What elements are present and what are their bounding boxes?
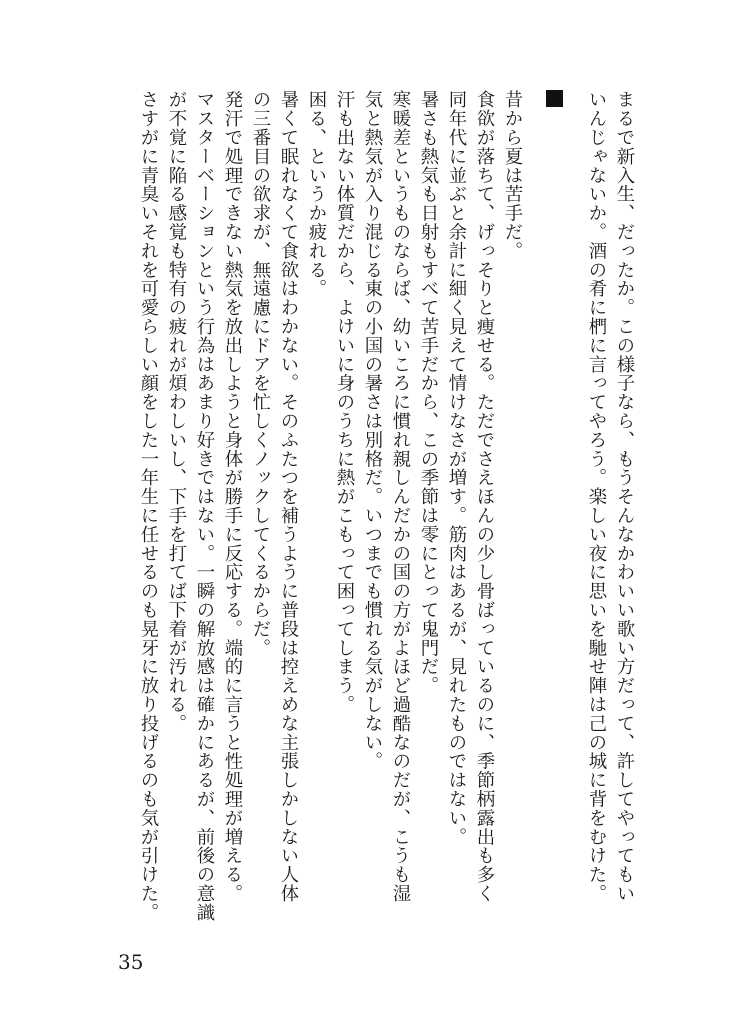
- text-line: さすがに青臭いそれを可愛らしい顔をした一年生に任せるのも晃牙に放り投げるのも気が引けた。: [138, 90, 159, 922]
- text-line: まるで新入生、だったか。この様子なら、もうそんなかわいい歌い方だって、許してやってもい: [614, 90, 635, 903]
- text-line: 困る、というか疲れる。: [306, 90, 327, 298]
- text-line: 発汗で処理できない熱気を放出しようと身体が勝手に反応する。端的に言うと性処理が増える。: [222, 90, 243, 903]
- text-line: が不覚に陥る感覚も特有の疲れが煩わしいし、下手を打てば下着が汚れる。: [166, 90, 187, 733]
- text-line: 気と熱気が入り混じる東の小国の暑さは別格だ。いつまでも慣れる気がしない。: [362, 90, 383, 771]
- text-line: の三番目の欲求が、無遠慮にドアを忙しくノックしてくるからだ。: [250, 90, 271, 657]
- text-line: マスターベーションという行為はあまり好きではない。一瞬の解放感は確かにあるが、前後の意識: [194, 90, 215, 922]
- section-break-square-icon: [546, 90, 563, 107]
- text-line: 昔から夏は苦手だ。: [502, 90, 523, 261]
- text-line: 同年代に並ぶと余計に細く見えて情けなさが増す。筋肉はあるが、見れたものではない。: [446, 90, 467, 846]
- text-line: いんじゃないか。酒の肴に椚に言ってやろう。楽しい夜に思いを馳せ陣は己の城に背をむけた。: [586, 90, 607, 903]
- text-line: 寒暖差というものならば、幼いころに慣れ親しんだかの国の方がよほど過酷なのだが、こうも湿: [390, 90, 411, 903]
- text-line: 暑くて眠れなくて食欲はわかない。そのふたつを補うように普段は控えめな主張しかしない人体: [278, 90, 299, 903]
- page-number: 35: [118, 950, 144, 974]
- vertical-text-body: [134, 90, 638, 930]
- section-break: [540, 90, 568, 930]
- text-line: 汗も出ない体質だから、よけいに身のうちに熱がこもって困ってしまう。: [334, 90, 355, 714]
- text-line: 食欲が落ちて、げっそりと痩せる。ただでさえほんの少し骨ばっているのに、季節柄露出も多く: [474, 90, 495, 903]
- text-line: 暑さも熱気も日射もすべて苦手だから、この季節は零にとって鬼門だ。: [418, 90, 439, 695]
